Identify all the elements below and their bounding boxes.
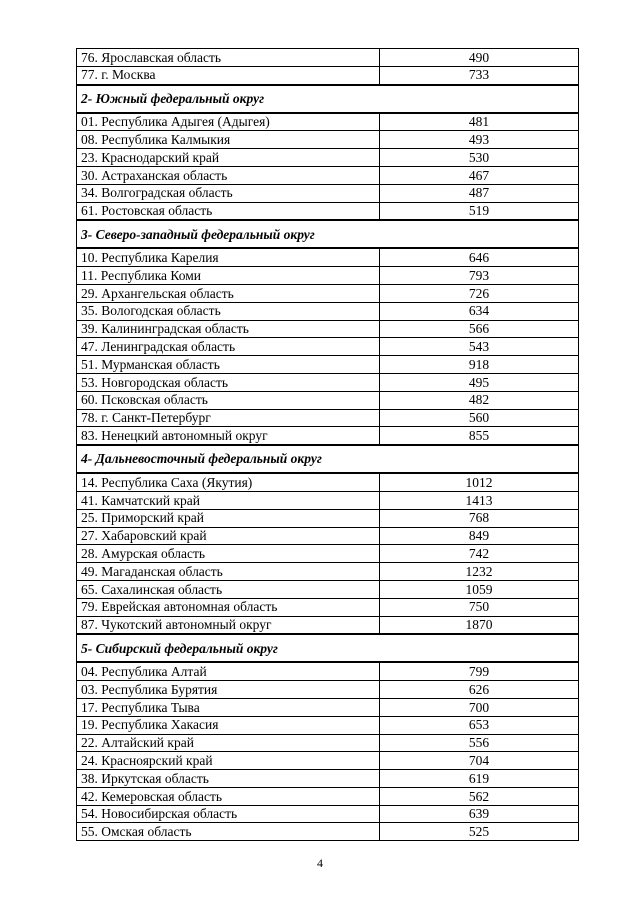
- region-name: 28. Амурская область: [77, 545, 380, 563]
- region-name: 01. Республика Адыгея (Адыгея): [77, 113, 380, 131]
- table-row: [77, 166, 579, 184]
- region-name: 53. Новгородская область: [77, 373, 380, 391]
- region-name: 87. Чукотский автономный округ: [77, 616, 380, 634]
- region-value: 742: [380, 545, 579, 563]
- regions-table-body: [77, 49, 579, 841]
- table-row: [77, 373, 579, 391]
- region-value: 768: [380, 509, 579, 527]
- region-name: 23. Краснодарский край: [77, 149, 380, 167]
- region-name: 25. Приморский край: [77, 509, 380, 527]
- region-name: 61. Ростовская область: [77, 202, 380, 220]
- region-value: 1059: [380, 580, 579, 598]
- region-name: 38. Иркутская область: [77, 770, 380, 788]
- table-row: [77, 823, 579, 841]
- region-value: 849: [380, 527, 579, 545]
- district-header-row: [77, 85, 579, 113]
- table-row: [77, 616, 579, 634]
- table-row: [77, 184, 579, 202]
- region-value: 1232: [380, 563, 579, 581]
- table-row: [77, 491, 579, 509]
- table-row: [77, 509, 579, 527]
- table-row: [77, 473, 579, 491]
- region-name: 22. Алтайский край: [77, 734, 380, 752]
- region-value: 1413: [380, 491, 579, 509]
- table-row: [77, 545, 579, 563]
- region-name: 29. Архангельская область: [77, 284, 380, 302]
- region-name: 34. Волгоградская область: [77, 184, 380, 202]
- district-header-row: [77, 445, 579, 473]
- region-name: 35. Вологодская область: [77, 302, 380, 320]
- table-row: [77, 734, 579, 752]
- region-name: 39. Калининградская область: [77, 320, 380, 338]
- region-name: 17. Республика Тыва: [77, 698, 380, 716]
- region-value: 495: [380, 373, 579, 391]
- region-name: 77. г. Москва: [77, 66, 380, 84]
- region-name: 65. Сахалинская область: [77, 580, 380, 598]
- region-name: 24. Красноярский край: [77, 752, 380, 770]
- table-row: [77, 598, 579, 616]
- region-name: 54. Новосибирская область: [77, 805, 380, 823]
- region-name: 42. Кемеровская область: [77, 787, 380, 805]
- region-name: 76. Ярославская область: [77, 49, 380, 67]
- regions-table: [76, 48, 579, 841]
- table-row: [77, 681, 579, 699]
- region-value: 619: [380, 770, 579, 788]
- region-name: 47. Ленинградская область: [77, 338, 380, 356]
- table-row: [77, 149, 579, 167]
- region-value: 562: [380, 787, 579, 805]
- region-value: 646: [380, 248, 579, 266]
- table-row: [77, 563, 579, 581]
- district-title: 2- Южный федеральный округ: [77, 85, 579, 113]
- table-row: [77, 770, 579, 788]
- region-value: 467: [380, 166, 579, 184]
- region-value: 733: [380, 66, 579, 84]
- table-row: [77, 409, 579, 427]
- table-row: [77, 752, 579, 770]
- district-title: 5- Сибирский федеральный округ: [77, 634, 579, 662]
- region-value: 626: [380, 681, 579, 699]
- table-row: [77, 698, 579, 716]
- table-row: [77, 267, 579, 285]
- region-value: 481: [380, 113, 579, 131]
- region-name: 79. Еврейская автономная область: [77, 598, 380, 616]
- region-value: 704: [380, 752, 579, 770]
- region-name: 60. Псковская область: [77, 391, 380, 409]
- region-value: 490: [380, 49, 579, 67]
- region-value: 793: [380, 267, 579, 285]
- region-name: 04. Республика Алтай: [77, 662, 380, 680]
- table-row: [77, 49, 579, 67]
- region-name: 49. Магаданская область: [77, 563, 380, 581]
- table-row: [77, 66, 579, 84]
- table-row: [77, 302, 579, 320]
- region-name: 14. Республика Саха (Якутия): [77, 473, 380, 491]
- region-value: 556: [380, 734, 579, 752]
- table-row: [77, 580, 579, 598]
- district-title: 4- Дальневосточный федеральный округ: [77, 445, 579, 473]
- region-value: 560: [380, 409, 579, 427]
- region-value: 634: [380, 302, 579, 320]
- region-value: 519: [380, 202, 579, 220]
- region-value: 543: [380, 338, 579, 356]
- region-name: 11. Республика Коми: [77, 267, 380, 285]
- region-value: 639: [380, 805, 579, 823]
- region-value: 525: [380, 823, 579, 841]
- region-name: 27. Хабаровский край: [77, 527, 380, 545]
- region-name: 03. Республика Бурятия: [77, 681, 380, 699]
- region-value: 1870: [380, 616, 579, 634]
- district-header-row: [77, 634, 579, 662]
- region-name: 10. Республика Карелия: [77, 248, 380, 266]
- page-number: 4: [317, 856, 323, 870]
- region-value: 487: [380, 184, 579, 202]
- district-title: 3- Северо-западный федеральный округ: [77, 220, 579, 248]
- table-row: [77, 427, 579, 445]
- region-name: 41. Камчатский край: [77, 491, 380, 509]
- region-name: 30. Астраханская область: [77, 166, 380, 184]
- table-row: [77, 662, 579, 680]
- region-name: 19. Республика Хакасия: [77, 716, 380, 734]
- region-value: 493: [380, 131, 579, 149]
- region-value: 855: [380, 427, 579, 445]
- region-name: 83. Ненецкий автономный округ: [77, 427, 380, 445]
- table-row: [77, 787, 579, 805]
- table-row: [77, 391, 579, 409]
- district-header-row: [77, 220, 579, 248]
- region-value: 750: [380, 598, 579, 616]
- region-value: 700: [380, 698, 579, 716]
- table-row: [77, 805, 579, 823]
- region-value: 726: [380, 284, 579, 302]
- table-row: [77, 202, 579, 220]
- region-name: 55. Омская область: [77, 823, 380, 841]
- region-value: 918: [380, 356, 579, 374]
- table-row: [77, 320, 579, 338]
- region-value: 566: [380, 320, 579, 338]
- region-value: 482: [380, 391, 579, 409]
- region-name: 51. Мурманская область: [77, 356, 380, 374]
- table-row: [77, 716, 579, 734]
- table-row: [77, 284, 579, 302]
- table-row: [77, 527, 579, 545]
- region-name: 78. г. Санкт-Петербург: [77, 409, 380, 427]
- region-name: 08. Республика Калмыкия: [77, 131, 380, 149]
- table-row: [77, 338, 579, 356]
- region-value: 799: [380, 662, 579, 680]
- table-row: [77, 113, 579, 131]
- table-row: [77, 131, 579, 149]
- table-row: [77, 248, 579, 266]
- table-row: [77, 356, 579, 374]
- region-value: 1012: [380, 473, 579, 491]
- region-value: 530: [380, 149, 579, 167]
- region-value: 653: [380, 716, 579, 734]
